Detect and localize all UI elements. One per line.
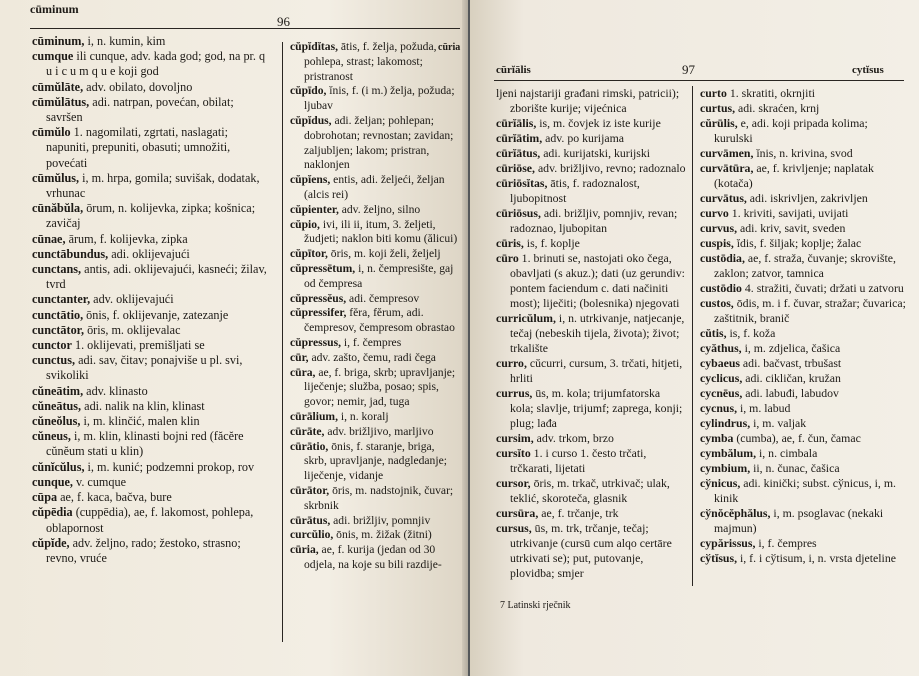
headword: cūris, bbox=[496, 236, 524, 250]
dictionary-entry bbox=[32, 171, 272, 201]
headword: cypărissus, bbox=[700, 536, 756, 550]
corner-guide-word: cūria bbox=[438, 42, 461, 53]
headword: cunctanter, bbox=[32, 292, 91, 307]
dictionary-entry bbox=[32, 505, 272, 535]
definition: i, f. i cўtisum, i, n. vrsta djeteline bbox=[737, 551, 896, 565]
dictionary-entry bbox=[290, 366, 458, 410]
definition: adv. zašto, čemu, radi čega bbox=[308, 350, 436, 364]
headword: cunctātor, bbox=[32, 322, 85, 337]
dictionary-entry bbox=[700, 401, 906, 416]
definition: adi. bačvast, trbušast bbox=[739, 356, 842, 370]
headword: custōdio bbox=[700, 281, 742, 295]
definition: fĕra, fĕrum, adi. čempresov, čempresom obrastao bbox=[304, 306, 455, 335]
dictionary-entry bbox=[496, 446, 686, 476]
headword: cūriōsus, bbox=[496, 206, 541, 220]
definition: (cuppēdia), ae, f. lakomost, pohlepa, oblapornost bbox=[46, 505, 254, 535]
definition: adi. nalik na klin, klinast bbox=[81, 398, 205, 413]
definition: ae, f. straža, čuvanje; skrovište, zaklon; zatvor, tamnica bbox=[714, 251, 896, 280]
headword: cunctans, bbox=[32, 262, 82, 277]
dictionary-entry bbox=[32, 95, 272, 125]
headword: curricŭlum, bbox=[496, 311, 556, 325]
dictionary-entry bbox=[32, 475, 272, 490]
headword: cuspis, bbox=[700, 236, 734, 250]
dictionary-entry bbox=[290, 528, 458, 543]
dictionary-entry bbox=[700, 251, 906, 281]
dictionary-entry bbox=[496, 386, 686, 431]
definition: i, m. hrpa, gomila; suvišak, dodatak, vrhunac bbox=[46, 170, 260, 201]
headword: cyclicus, bbox=[700, 371, 743, 385]
headword: cŭpītor, bbox=[290, 247, 328, 261]
headword: cursĭto bbox=[496, 446, 531, 460]
dictionary-entry bbox=[290, 173, 458, 203]
definition: i, m. zdjelica, čašica bbox=[741, 341, 841, 355]
headword: cūminum, bbox=[32, 34, 85, 48]
dictionary-entry bbox=[290, 306, 458, 336]
definition: is, f. koplje bbox=[523, 236, 580, 250]
definition: ljeni najstariji građani rimski, patricii); zborište kurije; vijećnica bbox=[496, 86, 680, 115]
definition: 4. stražiti, čuvati; držati u zatvoru bbox=[741, 281, 904, 295]
headword: curvāmen, bbox=[700, 146, 754, 160]
headword: cycnēus, bbox=[700, 386, 743, 400]
running-head: cūminum bbox=[30, 2, 79, 16]
headword: cūrāte, bbox=[290, 424, 325, 438]
dictionary-entry bbox=[700, 536, 906, 551]
headword: cŭpressifer, bbox=[290, 306, 347, 320]
dictionary-entry bbox=[496, 161, 686, 176]
headword: cūrĭātim, bbox=[496, 131, 543, 145]
page-number: 97 bbox=[682, 62, 695, 77]
headword: cŭpĭdĭtas, bbox=[290, 40, 338, 53]
dictionary-entry bbox=[32, 49, 272, 79]
dictionary-entry bbox=[290, 351, 458, 366]
headword: cymba bbox=[700, 431, 734, 445]
headword: cŭpēdia bbox=[32, 505, 73, 520]
headword: cŭpĭens, bbox=[290, 173, 331, 187]
dictionary-entry bbox=[700, 326, 906, 341]
dictionary-entry bbox=[32, 34, 272, 49]
dictionary-entry bbox=[700, 431, 906, 446]
headword: cўnŏcĕphălus, bbox=[700, 506, 771, 520]
dictionary-entry bbox=[32, 247, 272, 262]
definition: v. cumque bbox=[72, 474, 127, 489]
dictionary-entry bbox=[32, 232, 272, 247]
dictionary-entry bbox=[290, 40, 461, 84]
headword: cursūra, bbox=[496, 506, 539, 520]
dictionary-entry bbox=[700, 146, 906, 161]
headword: curvo bbox=[700, 206, 729, 220]
dictionary-entry bbox=[32, 429, 272, 459]
definition: adi. kriv, savit, sveden bbox=[737, 221, 846, 235]
definition: cŭcurri, cursum, 3. trčati, hitjeti, hrliti bbox=[510, 356, 683, 385]
dictionary-entry bbox=[32, 490, 272, 505]
definition: ūs, m. trk, trčanje, tečaj; utrkivanje (cursū cum alqo certāre utrkivati se); put, putovanje, plovidba; smjer bbox=[510, 521, 672, 580]
dictionary-entry bbox=[496, 251, 686, 311]
headword: cybaeus bbox=[700, 356, 740, 370]
definition: adi. skraćen, krnj bbox=[735, 101, 820, 115]
dictionary-entry bbox=[290, 543, 458, 573]
headword: cўnicus, bbox=[700, 476, 741, 490]
dictionary-entry bbox=[32, 460, 272, 475]
dictionary-entry bbox=[496, 206, 686, 236]
definition: adi. natrpan, povećan, obilat; savršen bbox=[46, 94, 234, 125]
definition: ātis, f. želja, požuda, pohlepa, strast; lakomost; pristranost bbox=[304, 40, 437, 83]
definition: ĭnis, n. krivina, svod bbox=[753, 146, 853, 160]
dictionary-entry bbox=[496, 131, 686, 146]
headword: cўtĭsus, bbox=[700, 551, 738, 565]
dictionary-entry bbox=[32, 262, 272, 292]
definition: i, m. klin, klinasti bojni red (făcĕre cŭnĕum stati u klin) bbox=[46, 429, 244, 459]
definition: ili cunque, adv. kada god; god, na pr. q u i c u m q u e koji god bbox=[46, 49, 266, 79]
headword: cŭrūlis, bbox=[700, 116, 738, 130]
column-divider bbox=[282, 42, 283, 642]
headword: curvātūra, bbox=[700, 161, 754, 175]
definition: e, adi. koji pripada kolima; kurulski bbox=[714, 116, 868, 145]
headword: cūr, bbox=[290, 350, 309, 364]
headword: curro, bbox=[496, 356, 527, 370]
dictionary-entry bbox=[290, 514, 458, 529]
headword: cūrātor, bbox=[290, 483, 330, 497]
definition: is, f. koža bbox=[726, 326, 776, 340]
headword: curvātus, bbox=[700, 191, 747, 205]
definition: i, m. labud bbox=[737, 401, 791, 415]
definition: i, m. kunić; podzemni prokop, rov bbox=[84, 459, 255, 474]
headword: cunctor bbox=[32, 338, 72, 353]
definition: ōris, m. trkač, utrkivač; ulak, teklić, skoroteča, glasnik bbox=[510, 476, 670, 505]
dictionary-entry bbox=[700, 476, 906, 506]
definition: ae, f. kurija (jedan od 30 odjela, na koje su bili razdije- bbox=[304, 543, 442, 571]
headword: cycnus, bbox=[700, 401, 738, 415]
headword: cūnae, bbox=[32, 231, 66, 246]
headword: cumque bbox=[32, 49, 74, 64]
headword: cūrĭātus, bbox=[496, 146, 541, 160]
dictionary-entry bbox=[496, 116, 686, 131]
definition: ae, f. krivljenje; naplatak (kotača) bbox=[714, 161, 874, 190]
dictionary-entry bbox=[290, 484, 458, 514]
definition: 1. nagomilati, zgrtati, naslagati; napuniti, prepuniti, obasuti; umnožiti, povećati bbox=[46, 125, 231, 170]
dictionary-entry bbox=[290, 262, 458, 292]
headword: cŭpĭde, bbox=[32, 535, 70, 550]
headword: cymbium, bbox=[700, 461, 751, 475]
definition: ūs, m. kola; trijumfatorska kola; slavlje, trijumf; zaprega, konji; plug; lađa bbox=[510, 386, 683, 430]
dictionary-entry bbox=[32, 399, 272, 414]
dictionary-entry bbox=[496, 521, 686, 581]
headword: cūmŭlāte, bbox=[32, 79, 84, 94]
definition: adv. željno, silno bbox=[338, 202, 421, 216]
footer-number: 7 bbox=[500, 600, 505, 611]
definition: adv. klinasto bbox=[83, 383, 148, 398]
headword: curtus, bbox=[700, 101, 736, 115]
definition: ōnis, m. žižak (žitni) bbox=[333, 528, 432, 542]
dictionary-entry bbox=[496, 236, 686, 251]
dictionary-entry bbox=[290, 410, 458, 425]
dictionary-entry bbox=[700, 296, 906, 326]
dictionary-entry bbox=[700, 506, 906, 536]
dictionary-column-2 bbox=[700, 86, 906, 566]
headword: cūrātus, bbox=[290, 513, 331, 527]
headword: cŭpīdo, bbox=[290, 84, 327, 98]
dictionary-entry bbox=[700, 446, 906, 461]
dictionary-column-2 bbox=[290, 40, 461, 573]
definition: ii, n. čunac, čašica bbox=[750, 461, 840, 475]
headword: cursus, bbox=[496, 521, 532, 535]
headword: cylindrus, bbox=[700, 416, 751, 430]
definition: adi. čempresov bbox=[346, 291, 420, 305]
headword: currus, bbox=[496, 386, 533, 400]
dictionary-entry bbox=[32, 338, 272, 353]
dictionary-entry bbox=[496, 311, 686, 356]
headword: cūmŭlo bbox=[32, 125, 71, 140]
definition: entis, adi. željeći, željan (alcis rei) bbox=[304, 173, 445, 201]
dictionary-entry bbox=[290, 84, 458, 114]
dictionary-entry bbox=[496, 476, 686, 506]
headword: cūrĭālis, bbox=[496, 116, 537, 130]
definition: ōris, m. oklijevalac bbox=[84, 322, 181, 337]
headword: cŭnĭcŭlus, bbox=[32, 459, 85, 474]
dictionary-column-1 bbox=[32, 34, 272, 566]
definition: ōris, m. nadstojnik, čuvar; skrbnik bbox=[304, 483, 454, 512]
dictionary-entry bbox=[290, 336, 458, 351]
dictionary-entry bbox=[700, 101, 906, 116]
definition: ōrum, n. kolijevka, zipka; košnica; zavičaj bbox=[46, 201, 256, 231]
dictionary-entry bbox=[700, 371, 906, 386]
headword: cūria, bbox=[290, 543, 319, 557]
dictionary-entry bbox=[32, 323, 272, 338]
dictionary-entry bbox=[290, 203, 458, 218]
headword: curvus, bbox=[700, 221, 738, 235]
headword: cymbălum, bbox=[700, 446, 757, 460]
definition: i, n. čempresište, gaj od čempresa bbox=[304, 261, 454, 290]
dictionary-entry bbox=[700, 416, 906, 431]
definition: ĭnis, f. (i m.) želja, požuda; ljubav bbox=[304, 84, 455, 113]
headword: cyăthus, bbox=[700, 341, 742, 355]
definition: adi. iskrivljen, zakrivljen bbox=[746, 191, 868, 205]
dictionary-entry bbox=[700, 191, 906, 206]
definition: ivi, ili ii, itum, 3. željeti, žudjeti; naklon biti komu (ălicui) bbox=[304, 217, 458, 246]
running-head-right: cytĭsus bbox=[852, 64, 884, 76]
dictionary-entry bbox=[290, 218, 458, 248]
headword: cŭpienter, bbox=[290, 202, 339, 216]
definition: is, m. čovjek iz iste kurije bbox=[536, 116, 661, 130]
definition: ae, f. briga, skrb; upravljanje; liječenje; služba, posao; spis, govor; nemir, jad, tuga bbox=[304, 365, 456, 409]
dictionary-entry bbox=[32, 308, 272, 323]
headword: cursim, bbox=[496, 431, 534, 445]
definition: adv. brižljivo, revno; radoznalo bbox=[535, 161, 686, 175]
definition: adv. brižljivo, marljivo bbox=[324, 424, 434, 438]
headword: cŭpĭdus, bbox=[290, 113, 332, 127]
headword: cūpa bbox=[32, 490, 58, 505]
headword: cŭneātim, bbox=[32, 383, 84, 398]
definition: i, f. čempres bbox=[755, 536, 817, 550]
dictionary-entry bbox=[700, 116, 906, 146]
definition: i, n. kumin, kim bbox=[84, 34, 166, 48]
definition: 1. skratiti, okrnjiti bbox=[726, 86, 816, 100]
dictionary-entry bbox=[700, 281, 906, 296]
column-divider bbox=[692, 86, 693, 586]
dictionary-entry bbox=[290, 247, 458, 262]
dictionary-entry bbox=[496, 356, 686, 386]
dictionary-entry bbox=[700, 551, 906, 566]
dictionary-entry bbox=[496, 146, 686, 161]
definition: antis, adi. oklijevajući, kasneći; žilav, tvrd bbox=[46, 262, 267, 292]
footer bbox=[500, 600, 571, 611]
headword: cŭneŏlus, bbox=[32, 414, 81, 429]
dictionary-entry bbox=[290, 114, 458, 173]
definition: adi. labuđi, labudov bbox=[742, 386, 839, 400]
definition: adi. sav, čitav; ponajviše u pl. svi, svikoliki bbox=[46, 353, 243, 383]
definition: adv. po kurijama bbox=[542, 131, 624, 145]
headword: cŭneātus, bbox=[32, 398, 82, 413]
definition: ĭdis, f. šiljak; koplje; žalac bbox=[733, 236, 862, 250]
dictionary-column-1 bbox=[496, 86, 686, 581]
definition: ōnis, f. oklijevanje, zatezanje bbox=[83, 307, 229, 322]
definition: ae, f. kaca, bačva, bure bbox=[57, 490, 172, 505]
dictionary-entry bbox=[700, 341, 906, 356]
headword: cūmŭlus, bbox=[32, 170, 80, 185]
headword: cunque, bbox=[32, 474, 73, 489]
definition: ōdis, m. i f. čuvar, stražar; čuvarica; zaštitnik, branič bbox=[714, 296, 906, 325]
headword: cūriōse, bbox=[496, 161, 535, 175]
definition: adv. obilato, dovoljno bbox=[83, 79, 193, 94]
dictionary-entry bbox=[32, 414, 272, 429]
headword: cūrālium, bbox=[290, 409, 338, 423]
dictionary-entry bbox=[700, 206, 906, 221]
headword: cŭtis, bbox=[700, 326, 727, 340]
headword: cŭpressus, bbox=[290, 335, 342, 349]
headword: cūmŭlātus, bbox=[32, 94, 90, 109]
dictionary-entry bbox=[290, 425, 458, 440]
definition: i, m. psoglavac (nekaki majmun) bbox=[714, 506, 884, 535]
dictionary-entry bbox=[32, 201, 272, 231]
headword: custos, bbox=[700, 296, 734, 310]
definition: (cumba), ae, f. čun, čamac bbox=[733, 431, 861, 445]
dictionary-entry bbox=[290, 440, 458, 484]
definition: adv. trkom, brzo bbox=[533, 431, 614, 445]
definition: 1. kriviti, savijati, uvijati bbox=[728, 206, 849, 220]
definition: ōris, m. koji želi, željelj bbox=[327, 247, 441, 261]
footer-title: Latinski rječnik bbox=[507, 600, 571, 611]
definition: adi. brižljiv, pomnjiv bbox=[330, 513, 431, 527]
dictionary-entry bbox=[32, 384, 272, 399]
definition: i, m. klinčić, malen klin bbox=[80, 414, 200, 429]
definition: i, f. čempres bbox=[341, 335, 402, 349]
definition: ārum, f. kolijevka, zipka bbox=[65, 231, 188, 246]
definition: ae, f. trčanje, trk bbox=[538, 506, 619, 520]
right-page bbox=[470, 0, 919, 676]
definition: adv. oklijevajući bbox=[90, 292, 174, 307]
definition: 1. brinuti se, nastojati oko čega, obavljati (s akuz.); dati (uz gerundiv: pontem faciendum c. dati načiniti most); liječiti; (bolesnika) njegovati bbox=[510, 251, 685, 310]
dictionary-entry bbox=[32, 353, 272, 383]
definition: i, m. valjak bbox=[750, 416, 807, 430]
headword: cŭpressĕus, bbox=[290, 291, 347, 305]
headword: cūrātio, bbox=[290, 439, 329, 453]
dictionary-entry bbox=[496, 176, 686, 206]
headword: cunctus, bbox=[32, 353, 76, 368]
headword: cūra, bbox=[290, 365, 316, 379]
dictionary-entry bbox=[700, 221, 906, 236]
header-rule bbox=[30, 28, 460, 29]
headword: custōdia, bbox=[700, 251, 745, 265]
dictionary-entry bbox=[32, 536, 272, 566]
headword: cūnăbŭla, bbox=[32, 201, 84, 216]
dictionary-entry bbox=[496, 86, 686, 116]
dictionary-entry bbox=[32, 292, 272, 307]
page-number: 96 bbox=[277, 14, 290, 29]
headword: cunctātio, bbox=[32, 307, 84, 322]
headword: curto bbox=[700, 86, 727, 100]
dictionary-entry bbox=[496, 506, 686, 521]
dictionary-entry bbox=[290, 292, 458, 307]
definition: adi. cikličan, kružan bbox=[742, 371, 841, 385]
dictionary-entry bbox=[32, 125, 272, 171]
dictionary-entry bbox=[700, 161, 906, 191]
definition: adi. oklijevajući bbox=[108, 246, 190, 261]
definition: ōnis, f. staranje, briga, skrb, upravljanje, nadgledanje; liječenje, vidanje bbox=[304, 439, 447, 483]
headword: cŭpio, bbox=[290, 217, 320, 231]
definition: 1. oklijevati, premišljati se bbox=[71, 338, 205, 353]
dictionary-entry bbox=[700, 461, 906, 476]
dictionary-entry bbox=[700, 356, 906, 371]
headword: cūriōsĭtas, bbox=[496, 176, 548, 190]
dictionary-entry bbox=[700, 386, 906, 401]
headword: cunctābundus, bbox=[32, 246, 109, 261]
definition: i, n. utrkivanje, natjecanje, tečaj (nebeskih tijela, života); život; trkalište bbox=[510, 311, 685, 355]
definition: adi. brižljiv, pomnjiv, revan; radoznao, ljubopitan bbox=[510, 206, 678, 235]
dictionary-entry bbox=[700, 86, 906, 101]
definition: i, n. koralj bbox=[337, 409, 389, 423]
headword: cursor, bbox=[496, 476, 531, 490]
definition: adv. željno, rado; žestoko, strasno; revno, vruće bbox=[46, 535, 241, 565]
dictionary-entry bbox=[700, 236, 906, 251]
dictionary-entry bbox=[32, 80, 272, 95]
definition: 1. i curso 1. često trčati, trčkarati, lijetati bbox=[510, 446, 647, 475]
headword: curcŭlio, bbox=[290, 528, 334, 542]
headword: cŭpressētum, bbox=[290, 261, 356, 275]
definition: ātis, f. radoznalost, ljubopitnost bbox=[510, 176, 640, 205]
header-rule bbox=[494, 80, 904, 81]
dictionary-entry bbox=[496, 431, 686, 446]
definition: adi. kurijatski, kurijski bbox=[540, 146, 651, 160]
definition: adi. željan; pohlepan; dobrohotan; revnostan; zavidan; zaljubljen; lakom; pristran, naklonjen bbox=[304, 113, 454, 172]
running-head-left: cūrĭālis bbox=[496, 64, 531, 76]
definition: i, n. cimbala bbox=[756, 446, 818, 460]
definition: adi. kinički; subst. cўnicus, i, m. kinik bbox=[714, 476, 896, 505]
headword: cūro bbox=[496, 251, 519, 265]
headword: cŭneus, bbox=[32, 429, 71, 444]
